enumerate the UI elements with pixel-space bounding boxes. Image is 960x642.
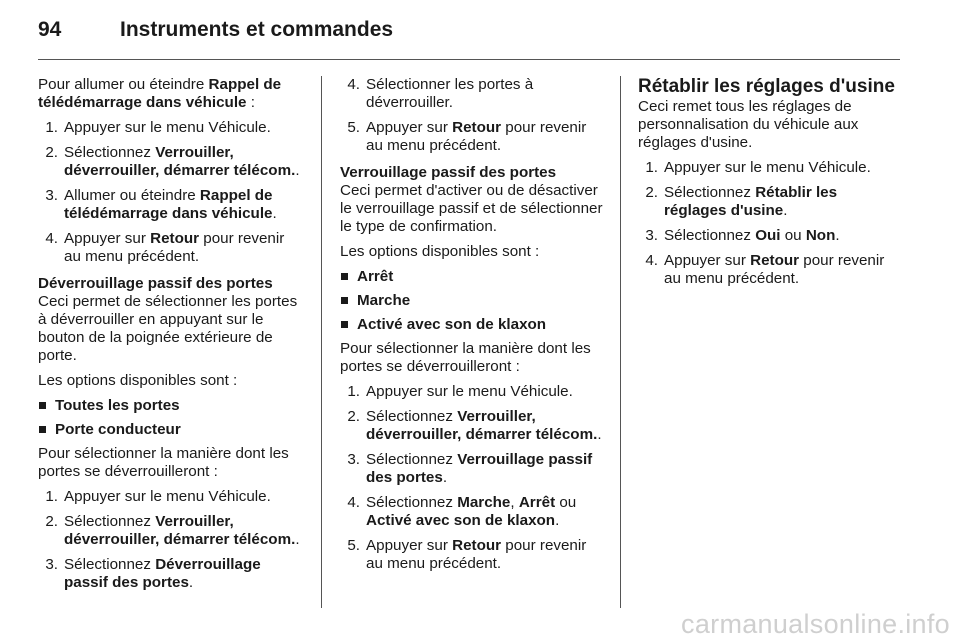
section-text: Ceci permet d'activer ou de désactiver le verrouillage passif et de sélectionner le type de confirmation.	[340, 182, 603, 235]
list-item: 3. Sélectionnez Verrouillage passif des portes.	[347, 451, 593, 486]
column-divider-1	[321, 76, 322, 608]
list-item: 5. Appuyer sur Retour pour revenir au menu précédent.	[347, 537, 587, 572]
list-item: 2. Sélectionnez Verrouiller, déverrouiller, démarrer télécom..	[45, 513, 300, 548]
section-title: Déverrouillage passif des portes	[38, 275, 273, 292]
bullet-icon	[341, 297, 348, 304]
header-rule	[38, 59, 900, 60]
options-intro: Les options disponibles sont :	[38, 372, 238, 389]
options-list	[340, 268, 606, 334]
steps-list-2	[38, 488, 304, 592]
select-intro: Pour sélectionner la manière dont les portes se déverrouilleront :	[340, 340, 591, 375]
list-item: 4. Appuyer sur Retour pour revenir au menu précédent.	[45, 230, 285, 265]
list-item: 2. Sélectionnez Verrouiller, déverrouiller, démarrer télécom..	[45, 144, 300, 179]
list-item: 2. Sélectionnez Verrouiller, déverrouiller, démarrer télécom..	[347, 408, 602, 443]
list-item: Marche	[340, 292, 606, 310]
list-item: 4. Sélectionnez Marche, Arrêt ou Activé avec son de klaxon.	[347, 494, 577, 529]
intro-bold: Rappel de télédémarrage dans véhicule	[38, 76, 282, 111]
options-list	[38, 397, 304, 439]
intro-paragraph	[38, 76, 304, 112]
section-heading: Rétablir les réglages d'usine	[638, 76, 895, 97]
list-item: 1. Appuyer sur le menu Véhicule.	[645, 159, 871, 176]
select-intro: Pour sélectionner la manière dont les portes se déverrouilleront :	[38, 445, 289, 480]
page-number: 94	[38, 18, 62, 41]
list-item: 3. Sélectionnez Déverrouillage passif des portes.	[45, 556, 261, 591]
intro-end: :	[246, 94, 255, 111]
intro-text: Pour allumer ou éteindre	[38, 76, 209, 93]
list-item: 5. Appuyer sur Retour pour revenir au menu précédent.	[347, 119, 587, 154]
list-item: 1. Appuyer sur le menu Véhicule.	[45, 119, 271, 136]
watermark: carmanualsonline.info	[681, 609, 950, 639]
page-title: Instruments et commandes	[120, 18, 394, 41]
list-item: 4. Sélectionner les portes à déverrouiller.	[347, 76, 534, 111]
column-divider-2	[620, 76, 621, 608]
bullet-icon	[341, 321, 348, 328]
options-intro: Les options disponibles sont :	[340, 243, 540, 260]
list-item: 1. Appuyer sur le menu Véhicule.	[347, 383, 573, 400]
section-text: Ceci remet tous les réglages de personnalisation du véhicule aux réglages d'usine.	[638, 98, 859, 151]
list-item: 3. Sélectionnez Oui ou Non.	[645, 227, 840, 244]
column-1	[38, 76, 304, 601]
list-item: Porte conducteur	[38, 421, 304, 439]
steps-list	[638, 159, 900, 288]
bullet-icon	[39, 426, 46, 433]
list-item: 2. Sélectionnez Rétablir les réglages d'usine.	[645, 184, 838, 219]
section-text: Ceci permet de sélectionner les portes à déverrouiller en appuyant sur le bouton de la poignée extérieure de porte.	[38, 293, 298, 364]
bullet-icon	[39, 402, 46, 409]
list-item: 3. Allumer ou éteindre Rappel de télédémarrage dans véhicule.	[45, 187, 277, 222]
list-item: Activé avec son de klaxon	[340, 316, 606, 334]
steps-list	[340, 383, 606, 573]
section-title: Verrouillage passif des portes	[340, 164, 557, 181]
list-item: Arrêt	[340, 268, 606, 286]
list-item: 4. Appuyer sur Retour pour revenir au menu précédent.	[645, 252, 885, 287]
column-2	[340, 76, 606, 582]
steps-list-1	[38, 119, 304, 266]
steps-list-continued	[340, 76, 606, 155]
list-item: 1. Appuyer sur le menu Véhicule.	[45, 488, 271, 505]
bullet-icon	[341, 273, 348, 280]
column-3	[638, 76, 900, 297]
list-item: Toutes les portes	[38, 397, 304, 415]
